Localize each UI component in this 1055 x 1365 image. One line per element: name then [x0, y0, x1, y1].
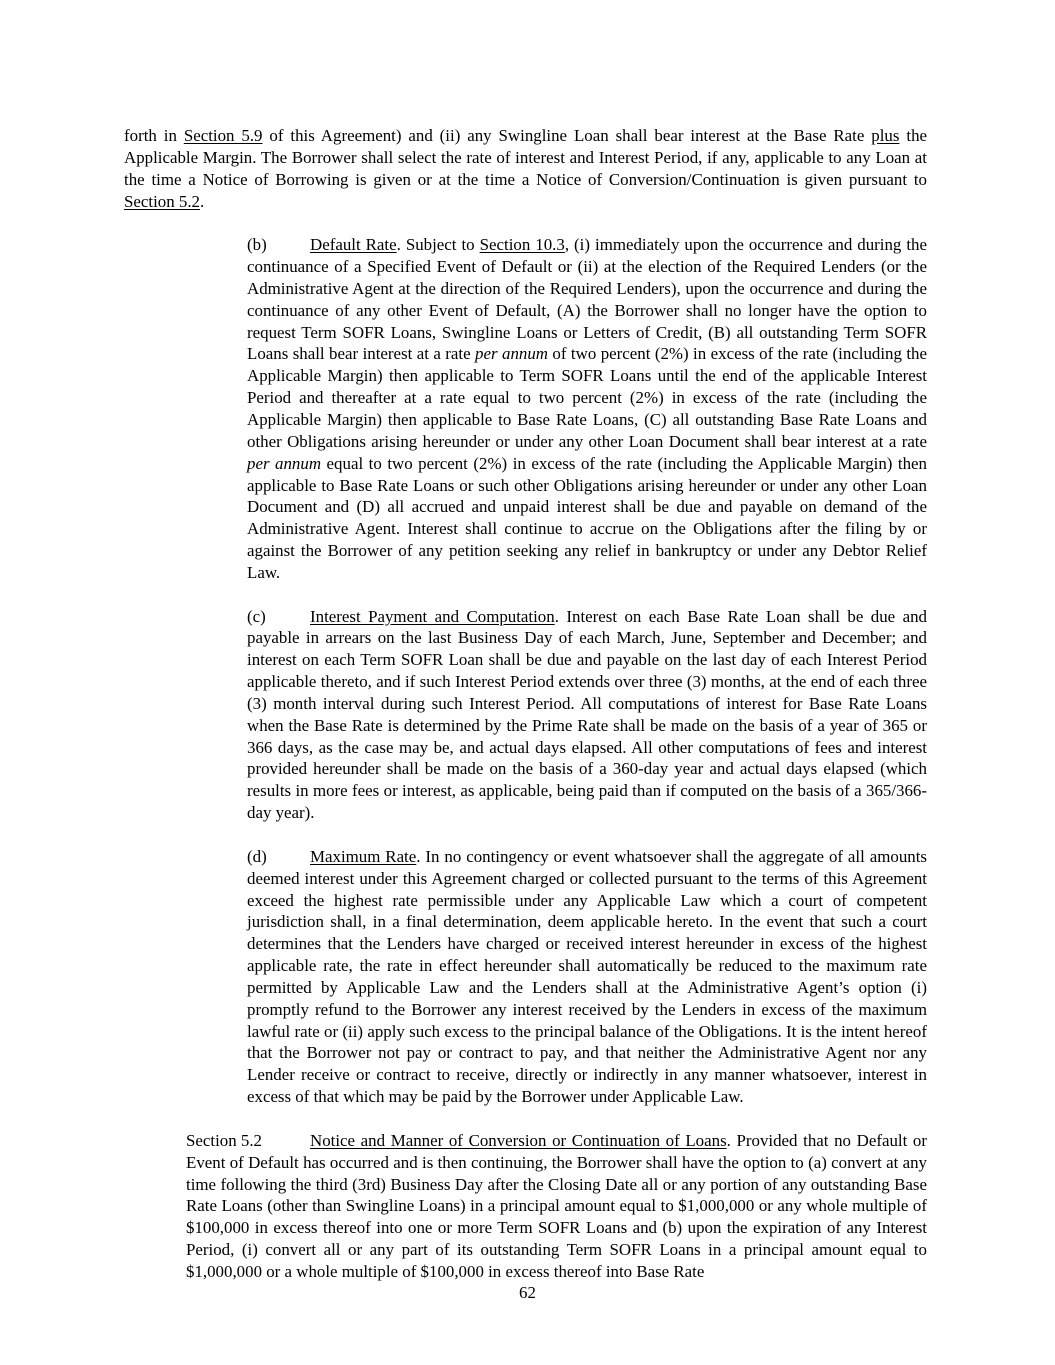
document-page [124, 125, 927, 1283]
paragraph-d-maximum-rate [124, 846, 927, 1108]
section-5-2-paragraph [124, 1130, 927, 1283]
text-run: equal to two percent (2%) in excess of the rate (including the Applicable Margin) then applicable to Base Rate Loans or such other Obligations arising hereunder or under any other Loan Document and (D) all accrued and unpaid interest shall be due and payable on demand of the Administrative Agent. Interest shall continue to accrue on the Obligations after the filing by or against the Borrower of any petition seeking any relief in bankruptcy or under any Debtor Relief Law. [247, 453, 928, 582]
text-run: . Subject to [396, 235, 480, 255]
paragraph-a-continuation [124, 125, 927, 212]
clause-label: (d) [247, 846, 267, 866]
text-run: of two percent (2%) in excess of the rate (including the Applicable Margin) then applicable to Term SOFR Loans until the end of the applicable Interest Period and thereafter at a rate equal to two percent (2%) in excess of the rate (including the Applicable Margin) then applicable to Base Rate Loans, (C) all outstanding Base Rate Loans and other Obligations arising hereunder or under any other Loan Document shall bear interest at a rate [247, 344, 927, 451]
clause-heading: Default Rate [310, 235, 397, 255]
paragraph-c-interest-payment [124, 606, 927, 824]
text-run: . Provided that no Default or Event of Default has occurred and is then continuing, the Borrower shall have the option to (a) convert at any time following the third (3rd) Business Day after the Closing Date all or any portion of any outstanding Base Rate Loans (other than Swingline Loans) in a principal amount equal to $1,000,000 or any whole multiple of $100,000 in excess thereof into one or more Term SOFR Loans and (b) upon the expiration of any Interest Period, (i) convert all or any part of its outstanding Term SOFR Loans in a principal amount equal to $1,000,000 or a whole multiple of $100,000 in excess thereof into Base Rate [186, 1130, 927, 1281]
clause-label: (c) [247, 606, 266, 626]
section-reference: Section 10.3 [479, 235, 565, 255]
paragraph-b-default-rate [124, 234, 927, 584]
text-run: of this Agreement) and (ii) any Swingline Loan shall bear interest at the Base Rate [262, 126, 872, 145]
section-reference: Section 5.9 [183, 126, 263, 145]
italic-term: per annum [247, 453, 322, 473]
italic-term: per annum [475, 344, 548, 364]
text-run: , (i) immediately upon the occurrence and during the continuance of a Specified Event of Default or (ii) at the election of the Required Lenders (or the Administrative Agent at the direction of the Required Lenders), upon the occurrence and during the continuance of any other Event of Default, (A) the Borrower shall no longer have the option to request Term SOFR Loans, Swingline Loans or Letters of Credit, (B) all outstanding Term SOFR Loans shall bear interest at a rate [247, 235, 927, 364]
text-run: . Interest on each Base Rate Loan shall be due and payable in arrears on the last Business Day of each March, June, September and December; and interest on each Term SOFR Loan shall be due and payable on the last day of each Interest Period applicable thereto, and if such Interest Period extends over three (3) months, at the end of each three (3) month interval during such Interest Period. All computations of interest for Base Rate Loans when the Base Rate is determined by the Prime Rate shall be made on the basis of a year of 365 or 366 days, as the case may be, and actual days elapsed. All other computations of fees and interest provided hereunder shall be made on the basis of a 360-day year and actual days elapsed (which results in more fees or interest, as applicable, being paid than if computed on the basis of a 365/366-day year). [247, 606, 927, 823]
text-run: . [200, 191, 205, 211]
clause-heading: Interest Payment and Computation [310, 606, 555, 626]
emphasis-plus: plus [871, 126, 900, 145]
page-number: 62 [519, 1283, 536, 1302]
text-run: . In no contingency or event whatsoever shall the aggregate of all amounts deemed interest under this Agreement charged or collected pursuant to the terms of this Agreement exceed the highest rate permissible under any Applicable Law which a court of competent jurisdiction shall, in a final determination, deem applicable hereto. In the event that such a court determines that the Lenders have charged or received interest hereunder in excess of the highest applicable rate, the rate in effect hereunder shall automatically be reduced to the maximum rate permitted by Applicable Law and the Lenders shall at the Administrative Agent’s option (i) promptly refund to the Borrower any interest received by the Lenders in excess of the maximum lawful rate or (ii) apply such excess to the principal balance of the Obligations. It is the intent hereof that the Borrower not pay or contract to pay, and that neither the Administrative Agent nor any Lender receive or contract to receive, directly or indirectly in any manner whatsoever, interest in excess of that which may be paid by the Borrower under Applicable Law. [247, 846, 927, 1107]
clause-label: (b) [247, 235, 267, 255]
clause-heading: Maximum Rate [310, 846, 417, 866]
section-label: Section 5.2 [186, 1130, 262, 1150]
section-heading: Notice and Manner of Conversion or Continuation of Loans [310, 1130, 727, 1150]
text-run: the Applicable Margin. The Borrower shall select the rate of interest and Interest Period, if any, applicable to any Loan at the time a Notice of Borrowing is given or at the time a Notice of Conversion/Continuation is given pursuant to [124, 126, 928, 189]
text-run: forth in [124, 126, 184, 145]
section-reference: Section 5.2 [124, 191, 200, 211]
